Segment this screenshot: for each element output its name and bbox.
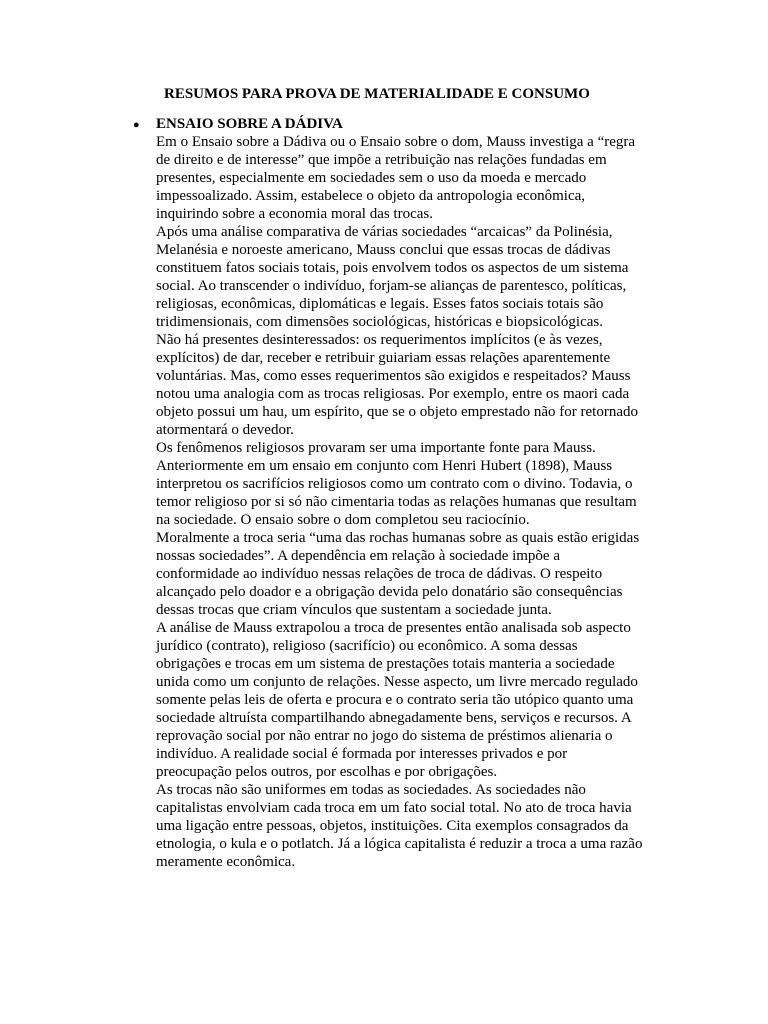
paragraph-6 [156, 619, 676, 781]
text-line: As trocas não são uniformes em todas as sociedades. As sociedades não [156, 782, 586, 798]
text-line: explícitos) de dar, receber e retribuir guiariam essas relações aparentemente [156, 350, 611, 366]
text-line: nossas sociedades”. A dependência em relação à sociedade impõe a [156, 548, 560, 564]
paragraph-5 [156, 529, 676, 619]
text-line: tridimensionais, com dimensões sociológicas, históricas e biopsicológicas. [156, 314, 604, 330]
section-heading: ENSAIO SOBRE A DÁDIVA [156, 116, 343, 132]
text-line: presentes, especialmente em sociedades sem o uso da moeda e mercado [156, 170, 587, 186]
text-line: obrigações e trocas em um sistema de prestações totais manteria a sociedade [156, 656, 615, 672]
text-line: etnologia, o kula e o potlatch. Já a lógica capitalista é reduzir a troca a uma razão [156, 836, 643, 852]
paragraph-4 [156, 439, 676, 529]
text-line: dessas trocas que criam vínculos que sustentam a sociedade junta. [156, 602, 552, 618]
text-line: meramente econômica. [156, 854, 296, 870]
text-line: preocupação pelos outros, por escolhas e por obrigações. [156, 764, 498, 780]
paragraph-7 [156, 781, 676, 871]
text-line: Melanésia e noroeste americano, Mauss conclui que essas trocas de dádivas [156, 242, 611, 258]
paragraph-1 [156, 133, 676, 223]
text-line: Após uma análise comparativa de várias sociedades “arcaicas” da Polinésia, [156, 224, 613, 240]
text-line: interpretou os sacrifícios religiosos como um contrato com o divino. Todavia, o [156, 476, 633, 492]
text-line: inquirindo sobre a economia moral das trocas. [156, 206, 434, 222]
text-line: alcançado pelo doador e a obrigação devida pelo donatário são consequências [156, 584, 623, 600]
text-line: de direito e de interesse” que impõe a retribuição nas relações fundadas em [156, 152, 607, 168]
paragraph-2 [156, 223, 676, 331]
text-line: conformidade ao indivíduo nessas relações de troca de dádivas. O respeito [156, 566, 603, 582]
text-line: atormentará o devedor. [156, 422, 294, 438]
text-line: temor religioso por si só não cimentaria todas as relações humanas que resultam [156, 494, 637, 510]
section-ensaio-sobre-a-dadiva [156, 115, 676, 871]
text-line: objeto possui um hau, um espírito, que se o objeto emprestado não for retornado [156, 404, 638, 420]
text-line: unida como um conjunto de relações. Nesse aspecto, um livre mercado regulado [156, 674, 638, 690]
text-line: Em o Ensaio sobre a Dádiva ou o Ensaio sobre o dom, Mauss investiga a “regra [156, 134, 636, 150]
text-line: A análise de Mauss extrapolou a troca de presentes então analisada sob aspecto [156, 620, 631, 636]
text-line: Os fenômenos religiosos provaram ser uma importante fonte para Mauss. [156, 440, 596, 456]
text-line: Moralmente a troca seria “uma das rochas humanas sobre as quais estão erigidas [156, 530, 640, 546]
document-title: RESUMOS PARA PROVA DE MATERIALIDADE E CONSUMO [164, 86, 590, 102]
text-line: voluntárias. Mas, como esses requerimentos são exigidos e respeitados? Mauss [156, 368, 631, 384]
text-line: sociedade altruísta compartilhando abnegadamente bens, serviços e recursos. A [156, 710, 632, 726]
text-line: social. Ao transcender o indivíduo, forjam-se alianças de parentesco, políticas, [156, 278, 627, 294]
text-line: capitalistas envolviam cada troca em um fato social total. No ato de troca havia [156, 800, 632, 816]
text-line: notou uma analogia com as trocas religiosas. Por exemplo, entre os maori cada [156, 386, 630, 402]
text-line: jurídico (contrato), religioso (sacrifício) ou econômico. A soma dessas [156, 638, 578, 654]
text-line: impessoalizado. Assim, estabelece o objeto da antropologia econômica, [156, 188, 586, 204]
text-line: somente pelas leis de oferta e procura e o contrato seria tão utópico quanto uma [156, 692, 634, 708]
text-line: na sociedade. O ensaio sobre o dom completou seu raciocínio. [156, 512, 530, 528]
text-line: Anteriormente em um ensaio em conjunto com Henri Hubert (1898), Mauss [156, 458, 613, 474]
bullet-icon: ● [133, 119, 140, 131]
text-line: indivíduo. A realidade social é formada por interesses privados e por [156, 746, 568, 762]
paragraph-3 [156, 331, 676, 439]
text-line: constituem fatos sociais totais, pois envolvem todos os aspectos de um sistema [156, 260, 629, 276]
text-line: uma ligação entre pessoas, objetos, instituições. Cita exemplos consagrados da [156, 818, 629, 834]
text-line: reprovação social por não entrar no jogo do sistema de préstimos alienaria o [156, 728, 613, 744]
text-line: Não há presentes desinteressados: os requerimentos implícitos (e às vezes, [156, 332, 603, 348]
text-line: religiosas, econômicas, diplomáticas e legais. Esses fatos sociais totais são [156, 296, 604, 312]
